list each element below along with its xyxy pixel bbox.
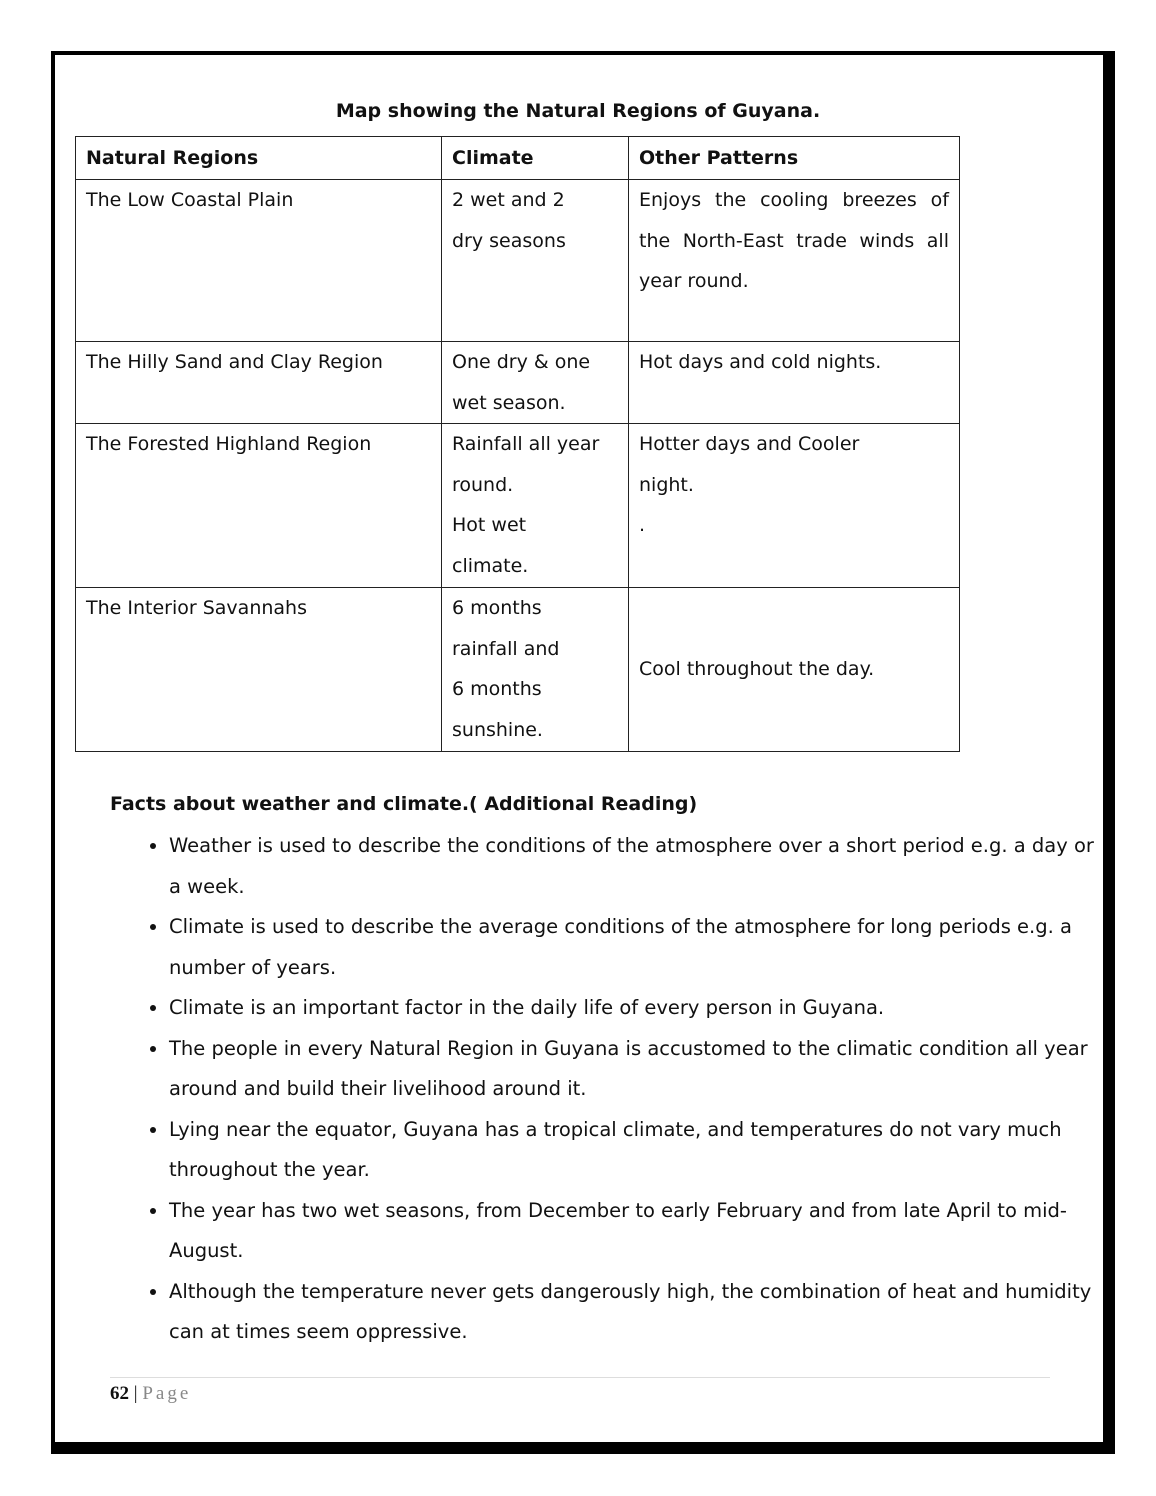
climate-line: rainfall and	[452, 637, 560, 660]
fact-item: • Lying near the equator, Guyana has a tropical climate, and temperatures do not vary much throughout the year.	[169, 1110, 1099, 1191]
patterns-line: night.	[639, 473, 694, 496]
footer-divider	[110, 1377, 1050, 1378]
climate-line: sunshine.	[452, 718, 543, 741]
climate-cell	[442, 180, 629, 342]
patterns-cell: Enjoys the cooling breezes of the North-East trade winds all year round.	[629, 180, 960, 342]
climate-line: 6 months	[452, 597, 542, 619]
header-natural-regions: Natural Regions	[76, 137, 442, 180]
climate-line: climate.	[452, 554, 529, 577]
natural-regions-table	[75, 136, 960, 752]
patterns-cell	[629, 424, 960, 588]
facts-list	[110, 826, 1099, 1353]
table-row	[76, 424, 960, 588]
climate-line: Rainfall all year	[452, 433, 600, 455]
climate-cell	[442, 342, 629, 424]
climate-line: wet season.	[452, 391, 566, 414]
page-label: Page	[142, 1383, 192, 1404]
table-row	[76, 342, 960, 424]
region-cell: The Interior Savannahs	[76, 588, 442, 752]
region-cell: The Forested Highland Region	[76, 424, 442, 588]
footer-separator: |	[133, 1383, 138, 1404]
climate-line: 2 wet and 2	[452, 189, 565, 211]
patterns-cell: Cool throughout the day.	[629, 588, 960, 752]
climate-line: Hot wet	[452, 514, 527, 536]
header-climate: Climate	[442, 137, 629, 180]
patterns-cell: Hot days and cold nights.	[629, 342, 960, 424]
fact-item: • Climate is used to describe the average conditions of the atmosphere for long periods e.g. a number of years.	[169, 907, 1099, 988]
climate-cell	[442, 424, 629, 588]
fact-item: • Weather is used to describe the conditions of the atmosphere over a short period e.g. a day or a week.	[169, 826, 1099, 907]
climate-line: round.	[452, 473, 514, 496]
patterns-line: Hotter days and Cooler	[639, 433, 860, 455]
page-footer	[110, 1383, 191, 1405]
table-header-row	[76, 137, 960, 180]
patterns-line: .	[639, 514, 646, 536]
climate-line: One dry & one	[452, 351, 591, 373]
climate-cell	[442, 588, 629, 752]
table-row	[76, 180, 960, 342]
facts-heading: Facts about weather and climate.( Additional Reading)	[110, 793, 698, 815]
header-other-patterns: Other Patterns	[629, 137, 960, 180]
table-title: Map showing the Natural Regions of Guyana.	[335, 100, 821, 122]
table-row	[76, 588, 960, 752]
climate-line: 6 months	[452, 678, 542, 700]
climate-line: dry seasons	[452, 229, 566, 252]
region-cell: The Low Coastal Plain	[76, 180, 442, 342]
fact-item: • Although the temperature never gets dangerously high, the combination of heat and humidity can at times seem oppressive.	[169, 1272, 1099, 1353]
fact-item: • The year has two wet seasons, from December to early February and from late April to mid-August.	[169, 1191, 1099, 1272]
region-cell: The Hilly Sand and Clay Region	[76, 342, 442, 424]
fact-item: • Climate is an important factor in the daily life of every person in Guyana.	[169, 988, 1099, 1029]
fact-item: • The people in every Natural Region in Guyana is accustomed to the climatic condition all year around and build their livelihood around it.	[169, 1029, 1099, 1110]
page-number: 62	[110, 1383, 129, 1404]
